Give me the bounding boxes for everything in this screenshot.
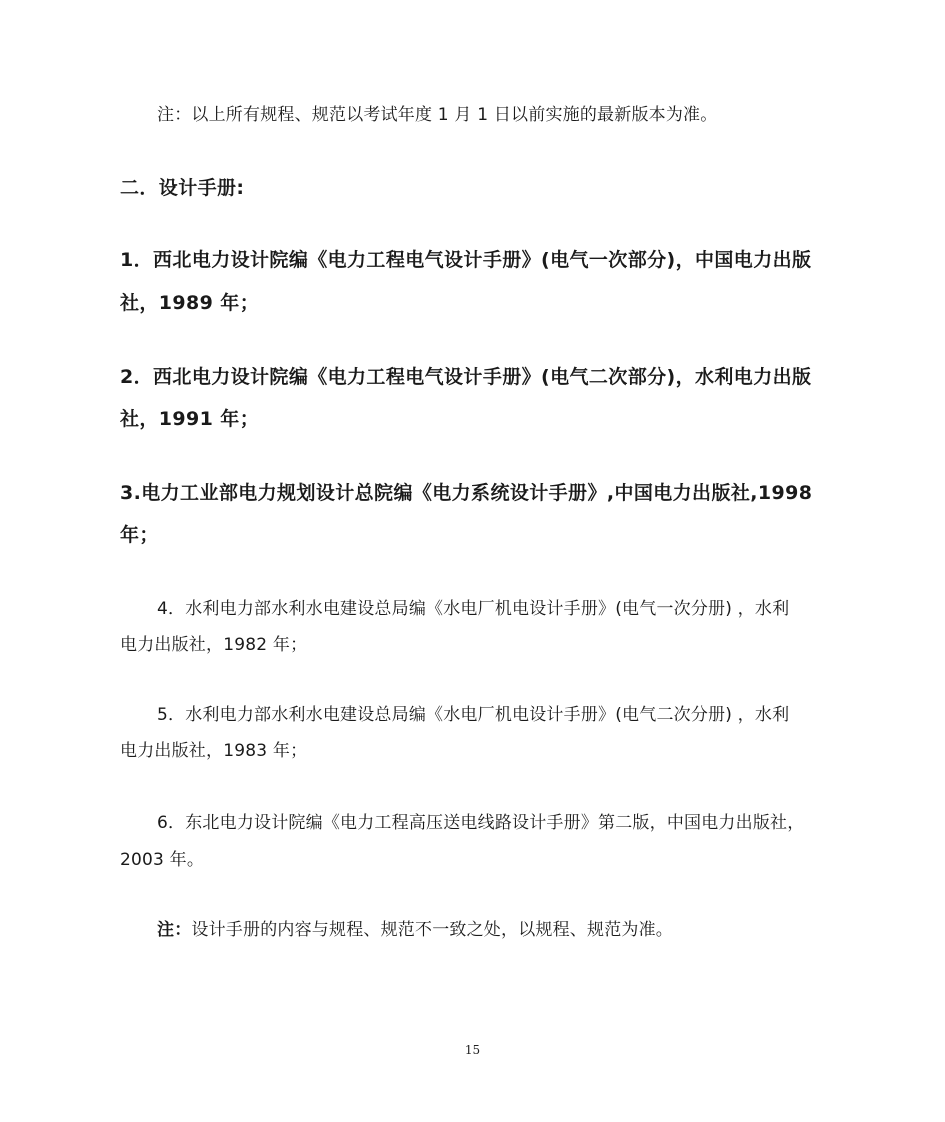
note-bottom-label: 注： — [157, 920, 192, 940]
entry-5-line-2: 电力出版社，1983 年； — [120, 741, 308, 761]
entry-3-line-2: 年； — [120, 524, 159, 546]
page-number: 15 — [464, 1043, 481, 1057]
section-heading: 二．设计手册: — [120, 177, 245, 199]
entry-5-line-1: 5．水利电力部水利水电建设总局编《水电厂机电设计手册》(电气二次分册) ，水利 — [157, 705, 790, 725]
note-top: 注：以上所有规程、规范以考试年度 1 月 1 日以前实施的最新版本为准。 — [157, 105, 718, 125]
entry-2-line-2: 社，1991 年； — [120, 408, 260, 430]
entry-1-line-1: 1．西北电力设计院编《电力工程电气设计手册》(电气一次部分)，中国电力出版 — [120, 249, 812, 271]
entry-4-line-1: 4．水利电力部水利水电建设总局编《水电厂机电设计手册》(电气一次分册) ，水利 — [157, 599, 790, 619]
entry-4-line-2: 电力出版社，1982 年； — [120, 635, 308, 655]
entry-3-line-1: 3.电力工业部电力规划设计总院编《电力系统设计手册》,中国电力出版社,1998 — [120, 482, 813, 504]
entry-1-line-2: 社，1989 年； — [120, 292, 260, 314]
entry-2-line-1: 2．西北电力设计院编《电力工程电气设计手册》(电气二次部分)，水利电力出版 — [120, 366, 812, 388]
entry-6-line-2: 2003 年。 — [120, 850, 205, 870]
note-bottom-text: 设计手册的内容与规程、规范不一致之处，以规程、规范为准。 — [191, 920, 674, 940]
note-bottom — [157, 915, 673, 940]
entry-6-line-1: 6．东北电力设计院编《电力工程高压送电线路设计手册》第二版，中国电力出版社， — [157, 813, 805, 833]
